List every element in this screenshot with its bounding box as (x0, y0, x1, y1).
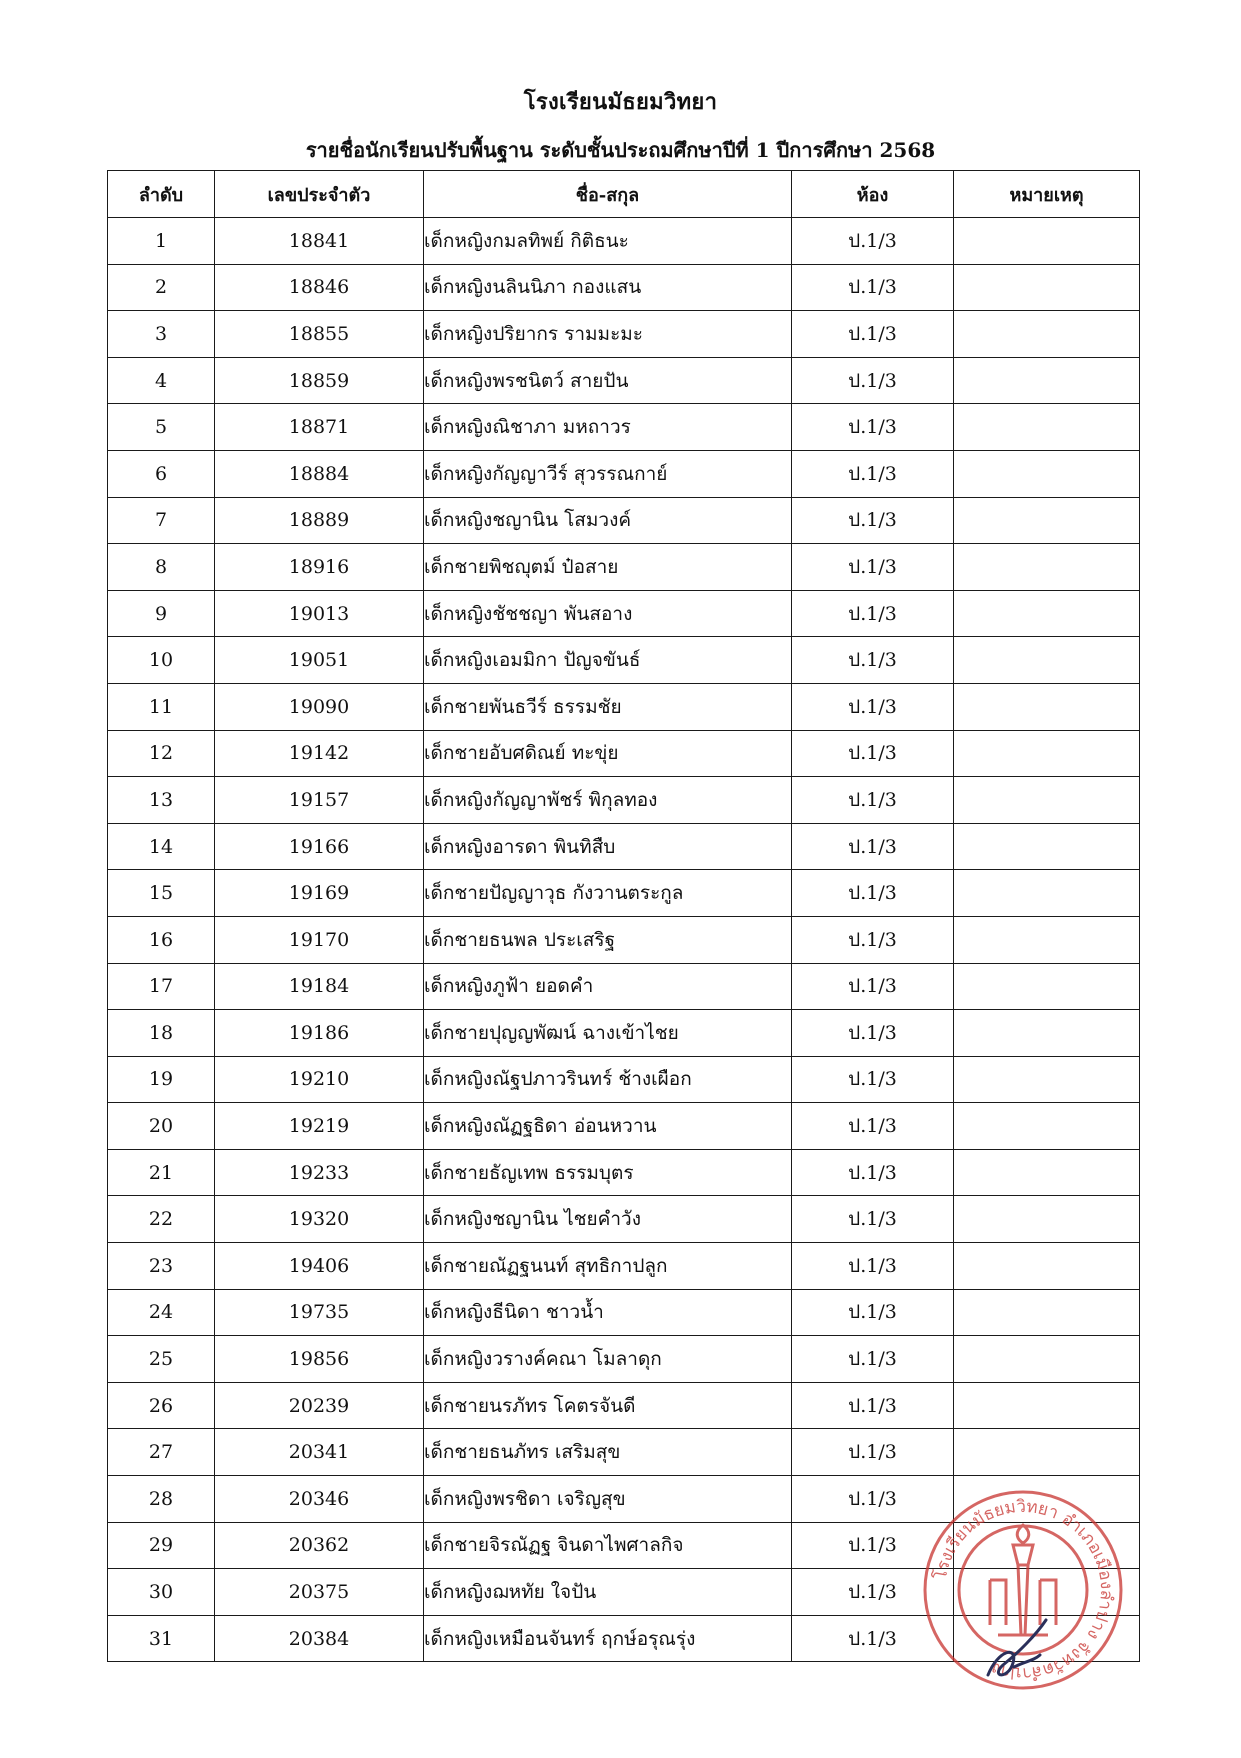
table-row (108, 1289, 1140, 1336)
cell-room: ป.1/3 (792, 497, 954, 544)
cell-student-id: 18855 (215, 311, 424, 358)
cell-note (954, 1149, 1140, 1196)
cell-student-id: 20239 (215, 1382, 424, 1429)
header-no: ลำดับ (108, 171, 215, 218)
cell-no: 17 (108, 963, 215, 1010)
cell-no: 8 (108, 544, 215, 591)
cell-student-id: 19090 (215, 683, 424, 730)
table-row (108, 1243, 1140, 1290)
cell-note (954, 404, 1140, 451)
cell-student-id: 19233 (215, 1149, 424, 1196)
header-note: หมายเหตุ (954, 171, 1140, 218)
cell-room: ป.1/3 (792, 1569, 954, 1616)
cell-student-name: เด็กหญิงณัฏฐธิดา อ่อนหวาน (424, 1103, 792, 1150)
table-row (108, 590, 1140, 637)
cell-room: ป.1/3 (792, 1289, 954, 1336)
cell-note (954, 916, 1140, 963)
cell-no: 22 (108, 1196, 215, 1243)
cell-no: 2 (108, 264, 215, 311)
cell-no: 16 (108, 916, 215, 963)
school-seal-stamp (918, 1485, 1128, 1695)
cell-note (954, 1056, 1140, 1103)
cell-room: ป.1/3 (792, 637, 954, 684)
cell-student-name: เด็กชายจิรณัฏฐ จินดาไพศาลกิจ (424, 1522, 792, 1569)
cell-note (954, 1243, 1140, 1290)
cell-no: 3 (108, 311, 215, 358)
table-row (108, 637, 1140, 684)
cell-note (954, 1336, 1140, 1383)
cell-student-name: เด็กหญิงณิชาภา มหถาวร (424, 404, 792, 451)
cell-no: 29 (108, 1522, 215, 1569)
table-row (108, 730, 1140, 777)
cell-student-id: 19157 (215, 777, 424, 824)
table-row (108, 1103, 1140, 1150)
table-row (108, 1010, 1140, 1057)
cell-note (954, 823, 1140, 870)
cell-student-id: 20362 (215, 1522, 424, 1569)
cell-note (954, 264, 1140, 311)
cell-room: ป.1/3 (792, 1010, 954, 1057)
cell-note (954, 497, 1140, 544)
cell-note (954, 1196, 1140, 1243)
cell-student-name: เด็กหญิงกมลทิพย์ กิติธนะ (424, 218, 792, 265)
cell-student-id: 18884 (215, 450, 424, 497)
cell-student-name: เด็กหญิงปริยากร รามมะมะ (424, 311, 792, 358)
cell-no: 14 (108, 823, 215, 870)
cell-note (954, 1289, 1140, 1336)
cell-no: 28 (108, 1476, 215, 1523)
document-title: โรงเรียนมัธยมวิทยา (523, 89, 718, 115)
cell-room: ป.1/3 (792, 357, 954, 404)
student-roster-table (107, 170, 1140, 1662)
cell-student-id: 19051 (215, 637, 424, 684)
cell-student-id: 19170 (215, 916, 424, 963)
table-row (108, 823, 1140, 870)
cell-note (954, 870, 1140, 917)
cell-student-id: 19856 (215, 1336, 424, 1383)
cell-student-name: เด็กหญิงวรางค์คณา โมลาดุก (424, 1336, 792, 1383)
cell-student-name: เด็กหญิงเหมือนจันทร์ ฤกษ์อรุณรุ่ง (424, 1615, 792, 1662)
cell-room: ป.1/3 (792, 1149, 954, 1196)
cell-room: ป.1/3 (792, 1382, 954, 1429)
table-row (108, 1429, 1140, 1476)
cell-note (954, 544, 1140, 591)
table-row (108, 683, 1140, 730)
cell-student-id: 19219 (215, 1103, 424, 1150)
cell-no: 26 (108, 1382, 215, 1429)
header-student-id: เลขประจำตัว (215, 171, 424, 218)
cell-room: ป.1/3 (792, 1336, 954, 1383)
cell-room: ป.1/3 (792, 916, 954, 963)
cell-no: 9 (108, 590, 215, 637)
cell-room: ป.1/3 (792, 218, 954, 265)
cell-note (954, 218, 1140, 265)
cell-room: ป.1/3 (792, 1522, 954, 1569)
cell-no: 21 (108, 1149, 215, 1196)
cell-no: 20 (108, 1103, 215, 1150)
cell-no: 19 (108, 1056, 215, 1103)
cell-room: ป.1/3 (792, 264, 954, 311)
cell-room: ป.1/3 (792, 730, 954, 777)
cell-note (954, 777, 1140, 824)
cell-student-id: 20346 (215, 1476, 424, 1523)
cell-note (954, 1429, 1140, 1476)
cell-note (954, 1103, 1140, 1150)
cell-student-id: 18889 (215, 497, 424, 544)
cell-room: ป.1/3 (792, 1615, 954, 1662)
cell-room: ป.1/3 (792, 963, 954, 1010)
document-subtitle: รายชื่อนักเรียนปรับพื้นฐาน ระดับชั้นประถมศึกษาปีที่ 1 ปีการศึกษา 2568 (305, 138, 936, 162)
cell-student-name: เด็กชายอับศดิณย์ ทะขุ่ย (424, 730, 792, 777)
cell-no: 31 (108, 1615, 215, 1662)
cell-student-name: เด็กชายพันธวีร์ ธรรมชัย (424, 683, 792, 730)
cell-student-id: 18871 (215, 404, 424, 451)
cell-no: 30 (108, 1569, 215, 1616)
table-row (108, 1336, 1140, 1383)
cell-note (954, 963, 1140, 1010)
cell-room: ป.1/3 (792, 1429, 954, 1476)
cell-student-name: เด็กชายนรภัทร โคตรจันดี (424, 1382, 792, 1429)
cell-student-id: 19166 (215, 823, 424, 870)
header-room: ห้อง (792, 171, 954, 218)
cell-student-id: 20341 (215, 1429, 424, 1476)
cell-room: ป.1/3 (792, 404, 954, 451)
table-row (108, 404, 1140, 451)
cell-no: 23 (108, 1243, 215, 1290)
cell-note (954, 637, 1140, 684)
cell-student-name: เด็กหญิงพรชนิตว์ สายปัน (424, 357, 792, 404)
table-row (108, 777, 1140, 824)
cell-student-id: 19320 (215, 1196, 424, 1243)
cell-student-name: เด็กหญิงชญานิน ไชยคำวัง (424, 1196, 792, 1243)
cell-no: 18 (108, 1010, 215, 1057)
table-header-row (108, 171, 1140, 218)
cell-student-name: เด็กชายพิชญุตม์ ป๋อสาย (424, 544, 792, 591)
cell-note (954, 357, 1140, 404)
cell-note (954, 1010, 1140, 1057)
cell-student-id: 19169 (215, 870, 424, 917)
cell-student-name: เด็กหญิงณัฐปภาวรินทร์ ช้างเผือก (424, 1056, 792, 1103)
cell-student-id: 19013 (215, 590, 424, 637)
cell-student-id: 20384 (215, 1615, 424, 1662)
table-row (108, 870, 1140, 917)
cell-student-id: 19186 (215, 1010, 424, 1057)
cell-note (954, 590, 1140, 637)
cell-student-id: 20375 (215, 1569, 424, 1616)
cell-room: ป.1/3 (792, 1476, 954, 1523)
cell-no: 11 (108, 683, 215, 730)
table-row (108, 218, 1140, 265)
cell-room: ป.1/3 (792, 311, 954, 358)
cell-note (954, 1382, 1140, 1429)
cell-student-id: 18846 (215, 264, 424, 311)
table-body (108, 218, 1140, 1662)
cell-student-name: เด็กหญิงชญานิน โสมวงค์ (424, 497, 792, 544)
cell-note (954, 730, 1140, 777)
table-row (108, 497, 1140, 544)
cell-student-name: เด็กชายธัญเทพ ธรรมบุตร (424, 1149, 792, 1196)
cell-student-name: เด็กหญิงฌหทัย ใจปัน (424, 1569, 792, 1616)
table-row (108, 1382, 1140, 1429)
cell-room: ป.1/3 (792, 823, 954, 870)
header-name: ชื่อ-สกุล (424, 171, 792, 218)
cell-no: 5 (108, 404, 215, 451)
cell-student-name: เด็กชายปุญญพัฒน์ ฉางเข้าไชย (424, 1010, 792, 1057)
cell-no: 13 (108, 777, 215, 824)
cell-room: ป.1/3 (792, 683, 954, 730)
table-row (108, 1196, 1140, 1243)
cell-student-name: เด็กหญิงธีนิดา ชาวน้ำ (424, 1289, 792, 1336)
table-row (108, 1056, 1140, 1103)
torch-emblem-icon (990, 1525, 1056, 1635)
table-row (108, 916, 1140, 963)
cell-no: 15 (108, 870, 215, 917)
seal-lettering: โรงเรียนมัธยมวิทยา อำเภอเมืองลำปาง จังหวัดลำปาง (930, 1496, 1117, 1684)
cell-room: ป.1/3 (792, 544, 954, 591)
cell-student-id: 19184 (215, 963, 424, 1010)
table-row (108, 544, 1140, 591)
table-row (108, 264, 1140, 311)
cell-no: 10 (108, 637, 215, 684)
cell-room: ป.1/3 (792, 1243, 954, 1290)
cell-student-name: เด็กหญิงกัญญาวีร์ สุวรรณกาย์ (424, 450, 792, 497)
cell-student-id: 18841 (215, 218, 424, 265)
cell-student-name: เด็กชายธนพล ประเสริฐ (424, 916, 792, 963)
cell-note (954, 683, 1140, 730)
cell-note (954, 311, 1140, 358)
cell-room: ป.1/3 (792, 870, 954, 917)
cell-student-name: เด็กหญิงอารดา พินทิสืบ (424, 823, 792, 870)
seal-outer-ring (925, 1492, 1121, 1688)
cell-no: 4 (108, 357, 215, 404)
cell-student-id: 18916 (215, 544, 424, 591)
cell-room: ป.1/3 (792, 777, 954, 824)
cell-student-name: เด็กหญิงเอมมิกา ปัญจขันธ์ (424, 637, 792, 684)
cell-room: ป.1/3 (792, 590, 954, 637)
cell-student-name: เด็กหญิงภูฟ้า ยอดคำ (424, 963, 792, 1010)
cell-no: 12 (108, 730, 215, 777)
cell-no: 6 (108, 450, 215, 497)
cell-room: ป.1/3 (792, 1056, 954, 1103)
table-row (108, 311, 1140, 358)
cell-no: 25 (108, 1336, 215, 1383)
cell-student-name: เด็กชายธนภัทร เสริมสุข (424, 1429, 792, 1476)
table-row (108, 450, 1140, 497)
cell-student-id: 19142 (215, 730, 424, 777)
cell-student-id: 19210 (215, 1056, 424, 1103)
cell-no: 24 (108, 1289, 215, 1336)
cell-student-name: เด็กชายณัฏฐนนท์ สุทธิกาปลูก (424, 1243, 792, 1290)
cell-student-name: เด็กหญิงชัชชญา พันสอาง (424, 590, 792, 637)
cell-student-id: 19735 (215, 1289, 424, 1336)
table-row (108, 963, 1140, 1010)
cell-student-name: เด็กหญิงพรชิดา เจริญสุข (424, 1476, 792, 1523)
cell-room: ป.1/3 (792, 1103, 954, 1150)
cell-note (954, 450, 1140, 497)
cell-room: ป.1/3 (792, 450, 954, 497)
cell-no: 1 (108, 218, 215, 265)
cell-no: 7 (108, 497, 215, 544)
cell-student-name: เด็กหญิงกัญญาพัชร์ พิกุลทอง (424, 777, 792, 824)
cell-room: ป.1/3 (792, 1196, 954, 1243)
cell-no: 27 (108, 1429, 215, 1476)
cell-student-name: เด็กหญิงนลินนิภา กองแสน (424, 264, 792, 311)
table-row (108, 357, 1140, 404)
cell-student-id: 19406 (215, 1243, 424, 1290)
cell-student-id: 18859 (215, 357, 424, 404)
table-row (108, 1149, 1140, 1196)
cell-student-name: เด็กชายปัญญาวุธ กังวานตระกูล (424, 870, 792, 917)
